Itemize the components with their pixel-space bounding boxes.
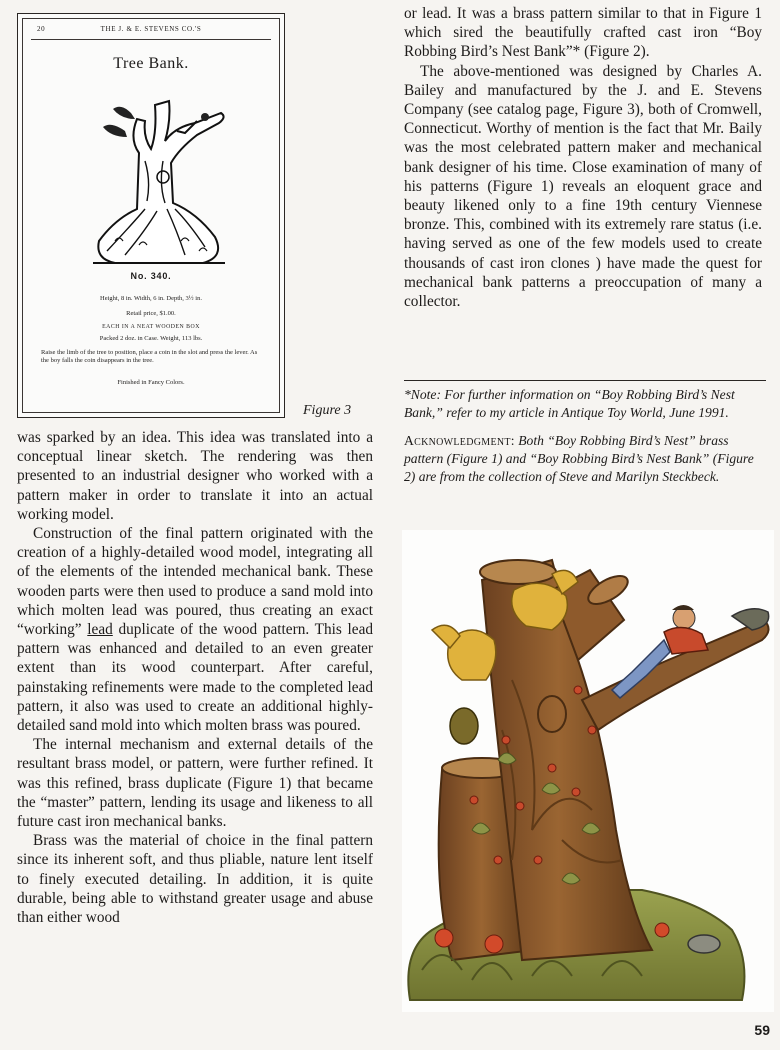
- right-paragraph-2: The above-mentioned was designed by Charles A. Bailey and manufactured by the J. and E. Stevens Company (see catalog page, Figure 3), both of Cromwell, Connecticut. Worthy of mention is the fact that Mr. Baily was the most celebrated pattern maker and mechanical bank designer of his time. Close examination of many of his patterns (Figure 1) reveals an eloquent grace and beauty likened only to a fine 19th century Viennese bronze. This, combined with its extremely rare status (i.e. having served as one of the few models used to create thousands of cast iron clones ) have made the quest for mechanical bank patterns a preoccupation of many a collector.: [404, 62, 762, 311]
- acknowledgment-text: Both “Boy Robbing Bird’s Nest” brass pattern (Figure 1) and “Boy Robbing Bird’s Nest Bank” (Figure 2) are from the collection of Steve and Marilyn Steckbeck.: [404, 433, 754, 484]
- figure-3-caption: Figure 3: [303, 403, 352, 418]
- catalog-finish: Finished in Fancy Colors.: [117, 379, 185, 386]
- catalog-dimensions: Height, 8 in. Width, 6 in. Depth, 3½ in.: [100, 295, 202, 302]
- left-paragraph-3: The internal mechanism and external details of the resultant brass model, or pattern, were further refined. It was this refined, brass duplicate (Figure 1) that became the “master” pattern, lending its usage and likeness to all future cast iron mechanical banks.: [17, 736, 373, 831]
- left-paragraph-2-end: duplicate of the wood pattern. This lead pattern was enhanced and detailed to an even greater extent than its wood counterpart. After careful, painstaking refinements were made to the completed lead pattern, it also was used to create an additional highly-detailed sand mold into which molten brass was poured.: [17, 621, 374, 735]
- left-paragraph-2-start: Construction of the final pattern originated with the creation of a highly-detailed wood model, integrating all of the elements of the intended mechanical bank. These wooden parts were then used to produce a sand mold into which molten lead was poured, thus creating an exact “working”: [17, 525, 373, 639]
- footnote-note: *Note: For further information on “Boy Robbing Bird’s Nest Bank,” refer to my article in Antique Toy World, June 1991.: [404, 387, 735, 420]
- right-column: [404, 4, 762, 311]
- footnote-rule: [404, 380, 766, 381]
- catalog-price: Retail price, $1.00.: [126, 310, 176, 317]
- left-paragraph-4: Brass was the material of choice in the final pattern since its inherent soft, and thus pliable, nature lent itself to finely executed detailing. In addition, it is quite durable, being able to withstand greater usage and abuse than either wood: [17, 832, 373, 927]
- catalog-inner-border: [22, 18, 280, 413]
- left-column: [17, 428, 373, 927]
- underlined-word-lead: lead: [87, 621, 113, 639]
- acknowledgment: [404, 432, 766, 486]
- catalog-item-number: No. 340.: [130, 271, 172, 281]
- footnotes: [404, 386, 766, 496]
- catalog-instructions: Raise the limb of the tree to position, place a coin in the slot and press the lever. As the boy falls the coin disappears in the tree.: [41, 349, 258, 364]
- right-paragraph-1: or lead. It was a brass pattern similar to that in Figure 1 which sired the beautifully crafted cast iron “Boy Robbing Bird’s Nest Bank”* (Figure 2).: [404, 5, 762, 61]
- acknowledgment-label: Acknowledgment:: [404, 433, 515, 448]
- catalog-box: EACH IN A NEAT WOODEN BOX: [102, 324, 200, 330]
- page-number: 59: [754, 1022, 770, 1038]
- catalog-page-figure: [17, 13, 285, 418]
- tree-bank-photo: [402, 530, 774, 1012]
- catalog-page-number: 20: [37, 25, 46, 33]
- catalog-packing: Packed 2 doz. in Case. Weight, 113 lbs.: [99, 335, 203, 342]
- left-paragraph-1: was sparked by an idea. This idea was translated into a conceptual linear sketch. The rendering was then presented to an industrial designer who worked with a pattern maker in order to translate it into an actual working model.: [17, 429, 373, 523]
- catalog-header-rule: [31, 39, 271, 40]
- left-paragraph-2: [17, 524, 373, 735]
- tree-bank-engraving: [85, 91, 231, 267]
- catalog-title: Tree Bank.: [113, 55, 189, 72]
- catalog-company: THE J. & E. STEVENS CO.'S: [100, 25, 202, 33]
